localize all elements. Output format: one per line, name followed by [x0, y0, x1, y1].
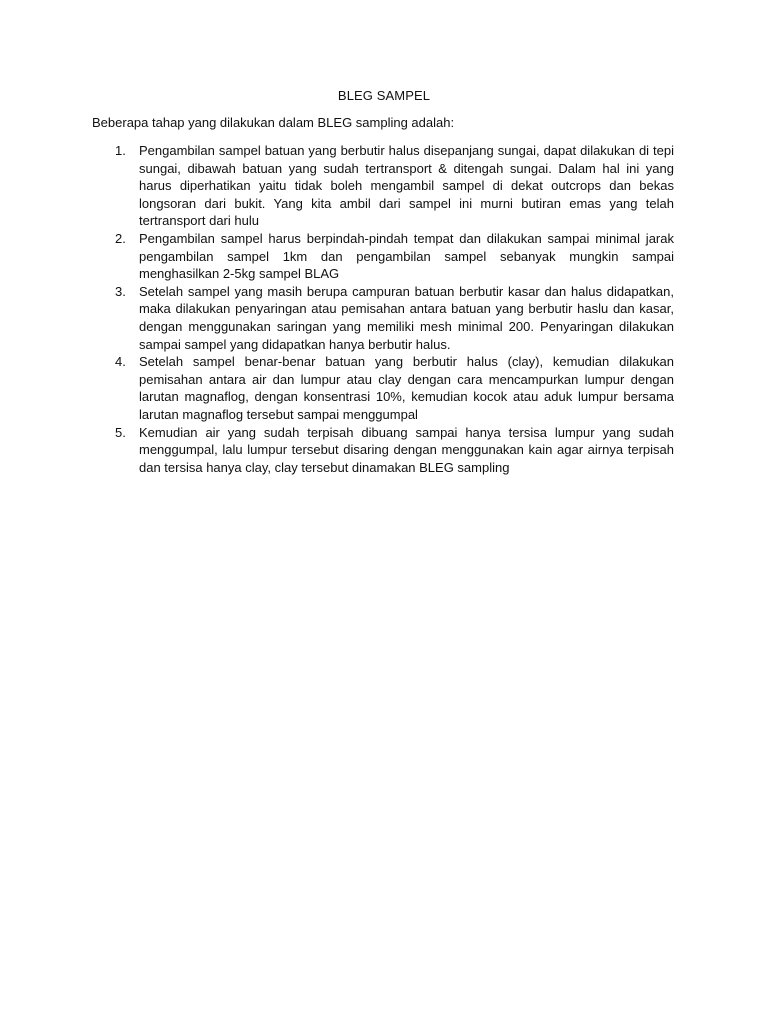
- list-item-text: Setelah sampel benar-benar batuan yang berbutir halus (clay), kemudian dilakukan pemisahan antara air dan lumpur atau clay dengan cara mencampurkan lumpur dengan larutan magnaflog, dengan konsentrasi 10%, kemudian kocok atau aduk lumpur bersama larutan magnaflog tersebut sampai menggumpal: [139, 354, 674, 422]
- list-item-text: Pengambilan sampel harus berpindah-pindah tempat dan dilakukan sampai minimal jarak pengambilan sampel 1km dan pengambilan sampel sebanyak mungkin sampai menghasilkan 2-5kg sampel BLAG: [139, 230, 674, 282]
- list-item-number: 5.: [115, 424, 126, 440]
- list-item-number: 3.: [115, 283, 126, 299]
- list-item: [92, 283, 674, 353]
- list-item-number: 4.: [115, 354, 126, 370]
- steps-list: [92, 142, 674, 476]
- list-item: [92, 142, 674, 230]
- list-item-text: Setelah sampel yang masih berupa campuran batuan berbutir kasar dan halus didapatkan, maka dilakukan penyaringan atau pemisahan antara batuan yang berbutir haslu dan kasar, dengan menggunakan saringan yang memiliki mesh minimal 200. Penyaringan dilakukan sampai sampel yang didapatkan hanya berbutir halus.: [139, 283, 674, 352]
- list-item-number: 2.: [115, 230, 126, 246]
- intro-paragraph: Beberapa tahap yang dilakukan dalam BLEG sampling adalah:: [92, 115, 455, 130]
- list-item: [92, 353, 674, 423]
- list-item: [92, 230, 674, 283]
- document-title: BLEG SAMPEL: [337, 88, 431, 103]
- list-item-text: Pengambilan sampel batuan yang berbutir halus disepanjang sungai, dapat dilakukan di tepi sungai, dibawah batuan yang sudah tertransport & ditengah sungai. Dalam hal ini yang harus diperhatikan yaitu tidak boleh mengambil sampel di dekat outcrops dan bekas longsoran dari bukit. Yang kita ambil dari sampel ini murni butiran emas yang telah tertransport dari hulu: [139, 143, 674, 229]
- list-item-text: Kemudian air yang sudah terpisah dibuang sampai hanya tersisa lumpur yang sudah menggumpal, lalu lumpur tersebut disaring dengan menggunakan kain agar airnya terpisah dan tersisa hanya clay, clay tersebut dinamakan BLEG sampling: [139, 424, 674, 475]
- list-item-number: 1.: [115, 143, 126, 158]
- list-item: [92, 424, 674, 477]
